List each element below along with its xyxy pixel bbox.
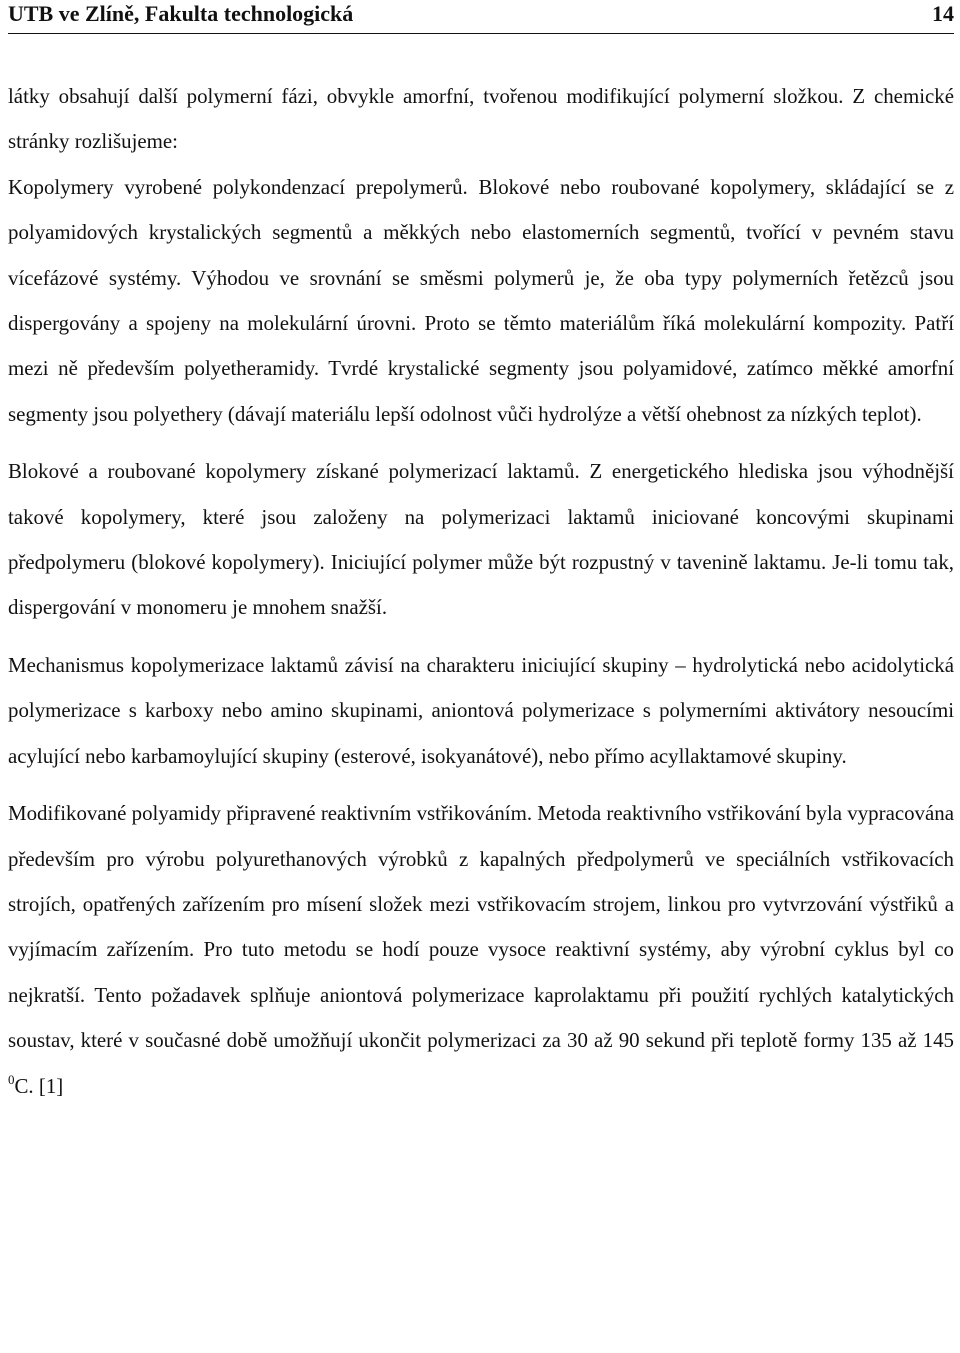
paragraph-2: Kopolymery vyrobené polykondenzací prepolymerů. Blokové nebo roubované kopolymery, skládající se z polyamidových krystalických segmentů a měkkých nebo elastomerních segmentů, tvořící v pevném stavu vícefázové systémy. Výhodou ve srovnání se směsmi polymerů je, že oba typy polymerních řetězců jsou dispergovány a spojeny na molekulární úrovni. Proto se těmto materiálům říká molekulární kompozity. Patří mezi ně především polyetheramidy. Tvrdé krystalické segmenty jsou polyamidové, zatímco měkké amorfní segmenty jsou polyethery (dávají materiálu lepší odolnost vůči hydrolýze a větší ohebnost za nízkých teplot). — [8, 174, 954, 426]
paragraph-1: látky obsahují další polymerní fázi, obvykle amorfní, tvořenou modifikující polymerní složkou. Z chemické stránky rozlišujeme: — [8, 84, 954, 154]
paragraph-3: Blokové a roubované kopolymery získané polymerizací laktamů. Z energetického hlediska jsou výhodnější takové kopolymery, které jsou založeny na polymerizaci laktamů iniciované koncovými skupinami předpolymeru (blokové kopolymery). Iniciující polymer může být rozpustný v tavenině laktamu. Je-li tomu tak, dispergování v monomeru je mnohem snažší. — [8, 459, 954, 620]
paragraph-5-text: Modifikované polyamidy připravené reaktivním vstřikováním. Metoda reaktivního vstřikování byla vypracována především pro výrobu polyurethanových výrobků z kapalných předpolymerů ve speciálních vstřikovacích strojích, opatřených zařízením pro mísení složek mezi vstřikovacím strojem, linkou pro vytvrzování výstřiků a vyjímacím zařízením. Pro tuto metodu se hodí pouze vysoce reaktivní systémy, aby výrobní cyklus byl co nejkratší. Tento požadavek splňuje aniontová polymerizace kaprolaktamu při použití rychlých katalytických soustav, které v současné době umožňují ukončit polymerizaci za 30 až 90 sekund při teplotě formy 135 až 145 — [8, 801, 954, 1053]
header-title: UTB ve Zlíně, Fakulta technologická — [8, 1, 354, 26]
document-page — [8, 0, 954, 1353]
paragraph-5 — [8, 791, 954, 1109]
paragraph-5-end: C. [1] — [14, 1073, 64, 1098]
page-number: 14 — [932, 1, 954, 26]
header-rule — [8, 33, 954, 34]
paragraph-4: Mechanismus kopolymerizace laktamů závisí na charakteru iniciující skupiny – hydrolytická nebo acidolytická polymerizace s karboxy nebo amino skupinami, aniontová polymerizace s polymerními aktivátory nesoucími acylující nebo karbamoylující skupiny (esterové, isokyanátové), nebo přímo acyllaktamové skupiny. — [8, 652, 954, 768]
page-header — [8, 0, 954, 27]
body-text — [8, 74, 954, 1109]
degree-superscript: 0 — [8, 1071, 15, 1087]
